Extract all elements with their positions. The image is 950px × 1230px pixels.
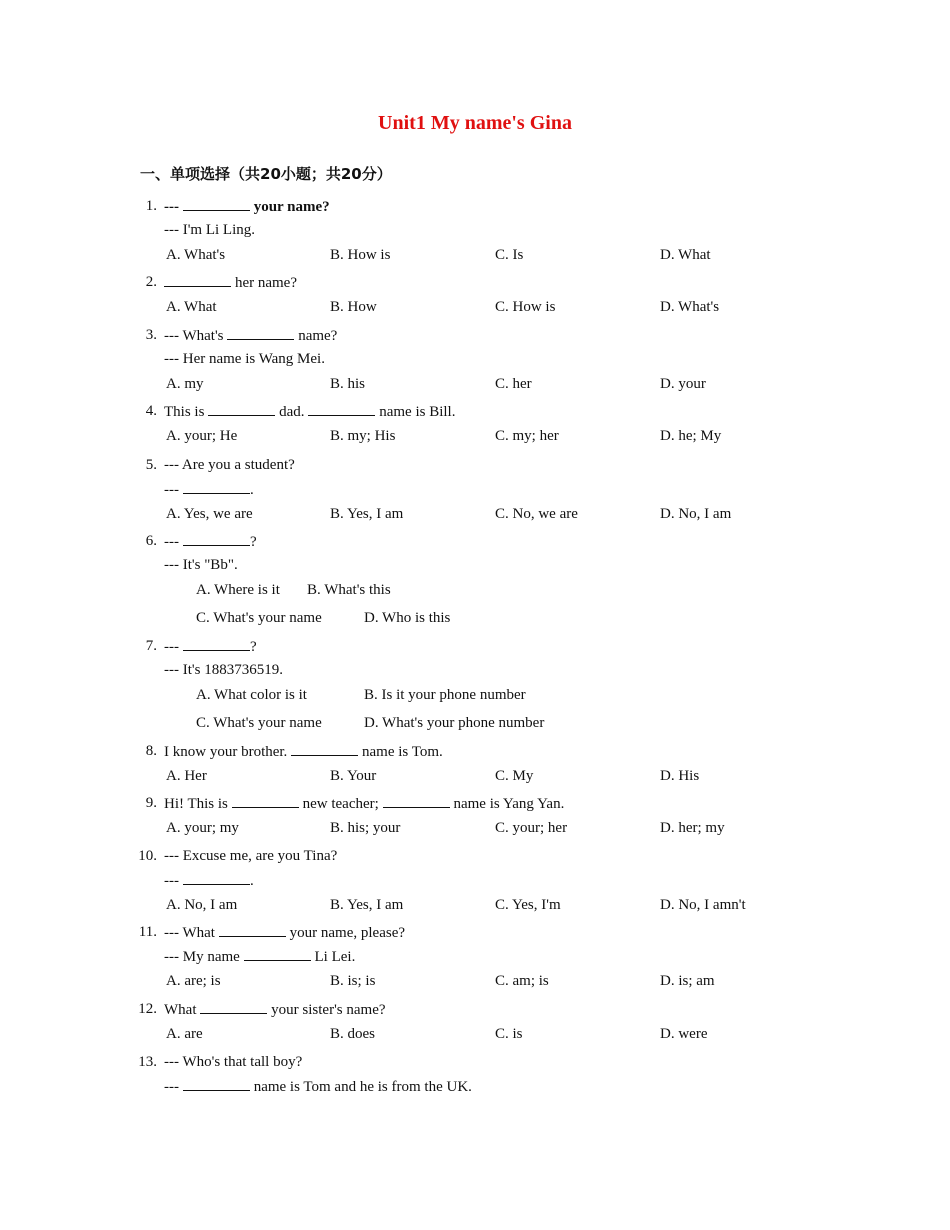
answer-blank[interactable] [383, 793, 450, 808]
question-text: --- . [164, 479, 254, 500]
answer-blank[interactable] [183, 870, 250, 885]
answer-blank[interactable] [200, 999, 267, 1014]
answer-option[interactable]: D. he; My [660, 428, 722, 444]
question-text: This is dad. name is Bill. [164, 401, 455, 422]
answer-option[interactable]: A. What's [166, 247, 226, 263]
question-number: 3. [145, 327, 157, 343]
question-number: 5. [145, 457, 157, 473]
question-number: 9. [145, 795, 157, 811]
answer-option[interactable]: A. are; is [166, 973, 221, 989]
question-text: --- . [164, 870, 254, 891]
answer-option[interactable]: C. What's your name [196, 610, 322, 626]
answer-blank[interactable] [227, 325, 294, 340]
answer-option[interactable]: A. your; my [166, 820, 239, 836]
question-number: 2. [145, 274, 157, 290]
answer-option[interactable]: C. What's your name [196, 715, 322, 731]
answer-option[interactable]: D. is; am [660, 973, 715, 989]
answer-blank[interactable] [308, 401, 375, 416]
question-text: --- Who's that tall boy? [164, 1054, 303, 1070]
answer-option[interactable]: C. My [495, 768, 534, 784]
answer-option[interactable]: C. No, we are [495, 506, 578, 522]
answer-option[interactable]: D. her; my [660, 820, 725, 836]
question-number: 8. [145, 743, 157, 759]
answer-option[interactable]: D. Who is this [364, 610, 451, 626]
answer-option[interactable]: D. What's your phone number [364, 715, 545, 731]
answer-option[interactable]: C. am; is [495, 973, 549, 989]
question-text: I know your brother. name is Tom. [164, 741, 443, 762]
question-text: --- Are you a student? [164, 457, 295, 473]
answer-option[interactable]: A. your; He [166, 428, 238, 444]
answer-option[interactable]: C. Yes, I'm [495, 897, 561, 913]
answer-option[interactable]: C. her [495, 376, 532, 392]
answer-option[interactable]: D. were [660, 1026, 708, 1042]
answer-blank[interactable] [232, 793, 299, 808]
answer-option[interactable]: A. Yes, we are [166, 506, 253, 522]
answer-option[interactable]: C. Is [495, 247, 524, 263]
answer-option[interactable]: D. What's [660, 299, 720, 315]
question-number: 7. [145, 638, 157, 654]
page-title: Unit1 My name's Gina [378, 112, 572, 134]
question-text: --- I'm Li Ling. [164, 222, 256, 238]
question-text: --- It's "Bb". [164, 557, 238, 573]
question-number: 10. [138, 848, 157, 864]
answer-option[interactable]: B. Your [330, 768, 377, 784]
answer-option[interactable]: B. Yes, I am [330, 897, 404, 913]
answer-option[interactable]: C. How is [495, 299, 556, 315]
question-number: 6. [145, 533, 157, 549]
answer-blank[interactable] [244, 946, 311, 961]
answer-blank[interactable] [164, 272, 231, 287]
question-text: --- ? [164, 531, 257, 552]
answer-option[interactable]: C. your; her [495, 820, 568, 836]
question-text: Hi! This is new teacher; name is Yang Yan. [164, 793, 564, 814]
answer-option[interactable]: A. my [166, 376, 204, 392]
answer-option[interactable]: A. Her [166, 768, 207, 784]
answer-option[interactable]: B. is; is [330, 973, 376, 989]
answer-option[interactable]: A. Where is it [196, 582, 280, 598]
answer-blank[interactable] [183, 1076, 250, 1091]
question-text: --- What your name, please? [164, 922, 405, 943]
answer-option[interactable]: A. What color is it [196, 687, 307, 703]
question-number: 12. [138, 1001, 157, 1017]
answer-option[interactable]: B. his; your [330, 820, 401, 836]
answer-blank[interactable] [183, 531, 250, 546]
answer-option[interactable]: C. is [495, 1026, 523, 1042]
answer-option[interactable]: B. does [330, 1026, 375, 1042]
answer-option[interactable]: B. my; His [330, 428, 396, 444]
answer-option[interactable]: D. No, I am [660, 506, 732, 522]
question-number: 1. [145, 198, 157, 214]
question-text: --- name is Tom and he is from the UK. [164, 1076, 472, 1097]
answer-option[interactable]: C. my; her [495, 428, 559, 444]
answer-blank[interactable] [183, 196, 250, 211]
question-text: --- Her name is Wang Mei. [164, 351, 325, 367]
answer-option[interactable]: B. Yes, I am [330, 506, 404, 522]
question-number: 4. [145, 403, 157, 419]
question-text: What your sister's name? [164, 999, 386, 1020]
answer-option[interactable]: A. No, I am [166, 897, 238, 913]
question-text: --- your name? [164, 196, 330, 217]
answer-option[interactable]: A. are [166, 1026, 203, 1042]
answer-blank[interactable] [183, 636, 250, 651]
answer-option[interactable]: D. His [660, 768, 700, 784]
answer-blank[interactable] [183, 479, 250, 494]
question-text: --- My name Li Lei. [164, 946, 355, 967]
answer-option[interactable]: D. What [660, 247, 711, 263]
answer-option[interactable]: B. Is it your phone number [364, 687, 526, 703]
question-text: --- ? [164, 636, 257, 657]
question-text: --- It's 1883736519. [164, 662, 283, 678]
answer-option[interactable]: B. his [330, 376, 366, 392]
question-text: --- Excuse me, are you Tina? [164, 848, 338, 864]
answer-blank[interactable] [219, 922, 286, 937]
answer-option[interactable]: A. What [166, 299, 217, 315]
answer-option[interactable]: B. How is [330, 247, 391, 263]
question-text: --- What's name? [164, 325, 337, 346]
section-heading: 一、单项选择（共20小题；共20分） [140, 165, 392, 183]
answer-blank[interactable] [208, 401, 275, 416]
question-number: 11. [138, 924, 157, 940]
answer-option[interactable]: D. No, I amn't [660, 897, 746, 913]
answer-blank[interactable] [291, 741, 358, 756]
answer-option[interactable]: B. What's this [307, 582, 391, 598]
answer-option[interactable]: D. your [660, 376, 706, 392]
question-text: her name? [164, 272, 297, 293]
answer-option[interactable]: B. How [330, 299, 377, 315]
question-number: 13. [138, 1054, 157, 1070]
